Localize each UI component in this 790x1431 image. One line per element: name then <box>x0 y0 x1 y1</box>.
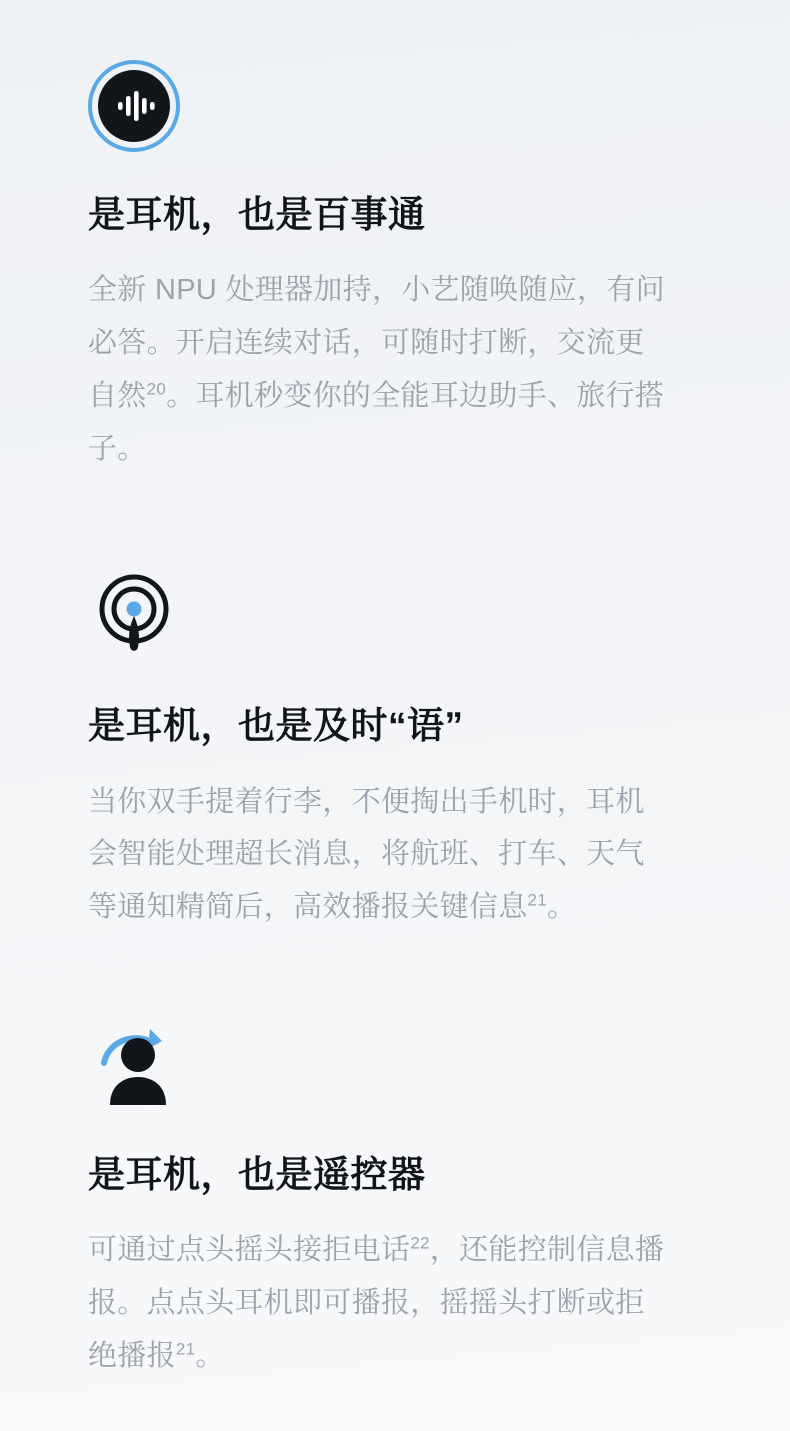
feature-block-head-gesture <box>88 1020 702 1383</box>
desc-text-segment: 可通过点头摇头接拒电话 <box>88 1234 411 1267</box>
desc-text-segment: ，还能控制信息播报。点点头耳机即可播报，摇摇头打断或拒绝播报 <box>88 1234 665 1372</box>
feature-icon-wrap <box>88 60 702 156</box>
desc-text-segment: 。 <box>547 891 577 924</box>
feature-icon-wrap <box>88 571 702 667</box>
feature-icon-wrap <box>88 1020 702 1116</box>
desc-text-segment: 全新 NPU 处理器加持，小艺随唤随应，有问必答。开启连续对话，可随时打断，交流更自然 <box>88 274 665 412</box>
head-gesture-person-icon <box>88 1019 184 1116</box>
desc-text-segment: 当你双手提着行李，不便掏出手机时，耳机会智能处理超长消息，将航班、打车、天气等通知精简后，高效播报关键信息 <box>88 785 645 924</box>
feature-title: 是耳机，也是及时“语” <box>88 705 464 747</box>
footnote-ref: 20 <box>146 379 167 399</box>
footnote-ref: 22 <box>410 1233 430 1253</box>
feature-description <box>88 264 668 475</box>
feature-block-message-broadcast <box>88 571 702 934</box>
voice-assistant-waveform-icon <box>88 60 180 157</box>
feature-title: 是耳机，也是遥控器 <box>88 1153 426 1195</box>
broadcast-signal-icon <box>88 571 180 668</box>
footnote-ref: 21 <box>175 1338 196 1358</box>
desc-text-segment: 。 <box>195 1339 225 1372</box>
footnote-ref: 21 <box>527 890 548 910</box>
feature-block-voice-assistant <box>88 60 702 475</box>
feature-description <box>88 776 668 934</box>
desc-text-segment: 。耳机秒变你的全能耳边助手、旅行搭子。 <box>88 379 665 465</box>
feature-title: 是耳机，也是百事通 <box>88 194 426 235</box>
feature-description <box>88 1224 668 1382</box>
